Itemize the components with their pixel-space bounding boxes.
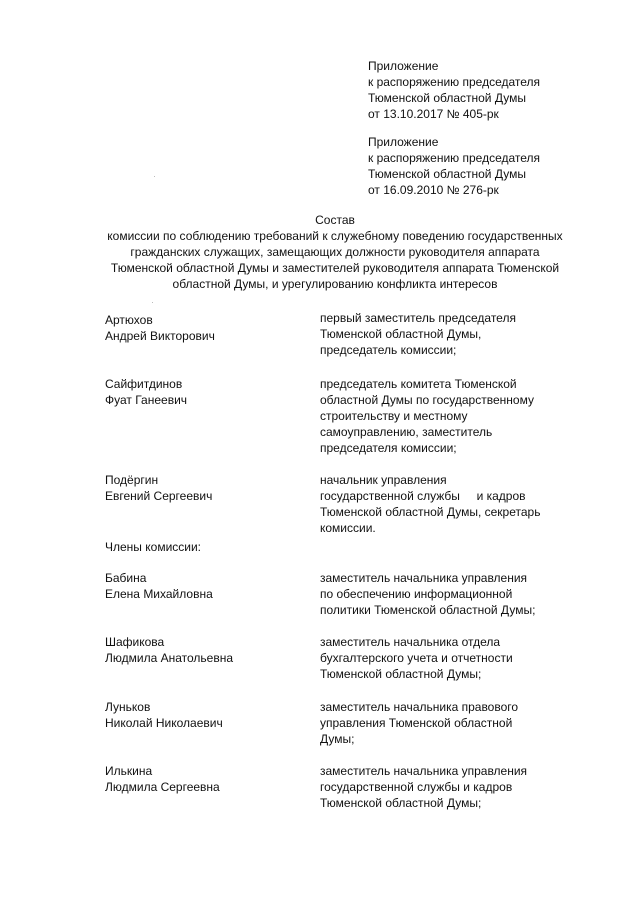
heading-line: гражданских служащих, замещающих должности руководителя аппарата bbox=[130, 245, 540, 259]
role-line: Тюменской областной Думы; bbox=[320, 796, 482, 810]
member-name bbox=[105, 634, 305, 666]
annex-line: к распоряжению председателя bbox=[368, 75, 541, 89]
given-names: Людмила Анатольевна bbox=[105, 651, 233, 665]
role-line: начальник управления bbox=[320, 473, 447, 487]
given-names: Андрей Викторович bbox=[105, 329, 215, 343]
member-name bbox=[105, 699, 305, 731]
role-line: Тюменской областной Думы, секретарь bbox=[320, 505, 541, 519]
member-name bbox=[105, 472, 305, 504]
role-line: самоуправлению, заместитель bbox=[320, 425, 493, 439]
annex-line: от 16.09.2010 № 276-рк bbox=[368, 183, 499, 197]
annex-line: Приложение bbox=[368, 59, 439, 73]
member-role bbox=[320, 376, 610, 456]
member-name bbox=[105, 763, 305, 795]
heading-line: областной Думы, и урегулированию конфликта интересов bbox=[172, 277, 498, 291]
heading-line: комиссии по соблюдению требований к служебному поведению государственных bbox=[107, 229, 563, 243]
member-role bbox=[320, 699, 610, 747]
member-role bbox=[320, 634, 610, 682]
role-line: политики Тюменской областной Думы; bbox=[320, 603, 536, 617]
annex-original bbox=[368, 134, 618, 198]
member-name bbox=[105, 376, 305, 408]
annex-line: от 13.10.2017 № 405-рк bbox=[368, 107, 499, 121]
role-line: по обеспечению информационной bbox=[320, 587, 513, 601]
role-line: председатель комитета Тюменской bbox=[320, 377, 517, 391]
role-line: управления Тюменской областной bbox=[320, 716, 513, 730]
role-line: заместитель начальника отдела bbox=[320, 635, 501, 649]
member-name bbox=[105, 312, 305, 344]
role-line: заместитель начальника управления bbox=[320, 764, 528, 778]
annex-line: Тюменской областной Думы bbox=[368, 91, 526, 105]
role-line: председателя комиссии; bbox=[320, 441, 457, 455]
given-names: Людмила Сергеевна bbox=[105, 780, 220, 794]
member-role bbox=[320, 763, 610, 811]
heading-line: Тюменской областной Думы и заместителей руководителя аппарата Тюменской bbox=[110, 261, 560, 275]
annex-line: к распоряжению председателя bbox=[368, 151, 541, 165]
role-line: заместитель начальника правового bbox=[320, 700, 519, 714]
surname: Илькина bbox=[105, 764, 153, 778]
surname: Подёргин bbox=[105, 473, 159, 487]
given-names: Елена Михайловна bbox=[105, 587, 213, 601]
role-line: строительству и местному bbox=[320, 409, 468, 423]
surname: Луньков bbox=[105, 700, 151, 714]
annex-current bbox=[368, 58, 618, 122]
role-line: областной Думы по государственному bbox=[320, 393, 534, 407]
annex-line: Приложение bbox=[368, 135, 439, 149]
member-role bbox=[320, 310, 610, 358]
annex-line: Тюменской областной Думы bbox=[368, 167, 526, 181]
role-line: председатель комиссии; bbox=[320, 343, 457, 357]
given-names: Николай Николаевич bbox=[105, 716, 223, 730]
role-line: бухгалтерского учета и отчетности bbox=[320, 651, 513, 665]
heading-title: Состав bbox=[315, 213, 355, 227]
surname: Артюхов bbox=[105, 313, 153, 327]
member-role bbox=[320, 472, 610, 536]
role-line: Тюменской областной Думы, bbox=[320, 327, 482, 341]
surname: Бабина bbox=[105, 571, 147, 585]
scan-speck bbox=[152, 302, 153, 303]
surname: Шафикова bbox=[105, 635, 165, 649]
role-line: Думы; bbox=[320, 732, 355, 746]
role-line: Тюменской областной Думы; bbox=[320, 667, 482, 681]
role-line: государственной службы и кадров bbox=[320, 489, 526, 503]
role-line: комиссии. bbox=[320, 521, 376, 535]
role-line: заместитель начальника управления bbox=[320, 571, 528, 585]
members-label: Члены комиссии: bbox=[105, 540, 202, 554]
member-role bbox=[320, 570, 610, 618]
scan-speck bbox=[154, 176, 155, 177]
role-line: первый заместитель председателя bbox=[320, 311, 516, 325]
role-line: государственной службы и кадров bbox=[320, 780, 513, 794]
document-heading bbox=[90, 212, 580, 292]
given-names: Фуат Ганеевич bbox=[105, 393, 188, 407]
member-name bbox=[105, 570, 305, 602]
surname: Сайфитдинов bbox=[105, 377, 183, 391]
given-names: Евгений Сергеевич bbox=[105, 489, 213, 503]
